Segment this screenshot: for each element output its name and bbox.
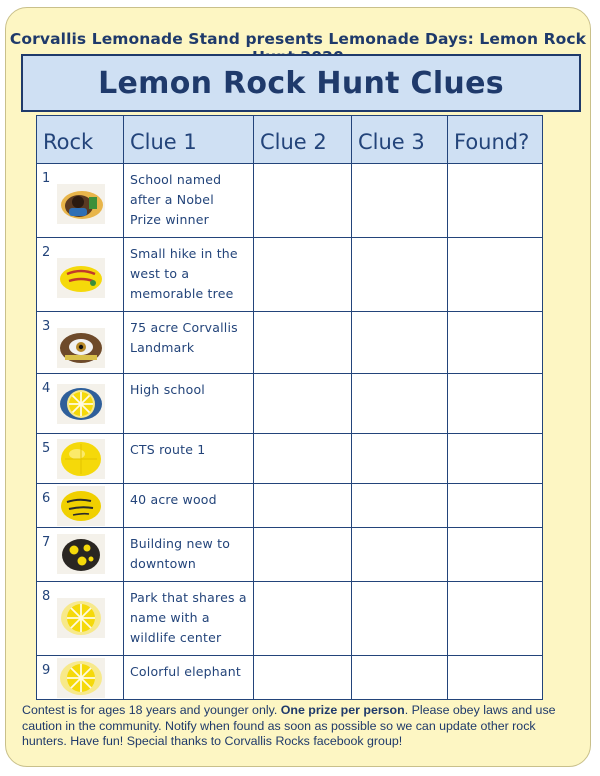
rock-cell	[37, 312, 124, 374]
clues-table	[36, 115, 543, 700]
clue-2-cell[interactable]	[254, 374, 352, 434]
rock-number: 3	[42, 319, 51, 334]
found-cell[interactable]	[448, 582, 543, 656]
table-row	[37, 312, 543, 374]
table-row	[37, 434, 543, 484]
event-header: Corvallis Lemonade Stand presents Lemonade Days: Lemon Rock	[9, 30, 587, 48]
rock-cell	[37, 582, 124, 656]
column-header-found: Found?	[448, 116, 543, 164]
dark-rock-icon	[57, 534, 105, 574]
yellow-rock-icon	[57, 439, 105, 479]
clue-2-cell[interactable]	[254, 582, 352, 656]
clue-3-cell[interactable]	[352, 238, 448, 312]
lemon-rock-icon	[57, 258, 105, 298]
rock-number: 4	[42, 381, 51, 396]
lemonade-day-rock-icon	[57, 486, 105, 526]
clue-3-cell[interactable]	[352, 312, 448, 374]
footer-text-1: Contest is for ages 18 years and younger only.	[22, 703, 281, 717]
clue-2-cell[interactable]	[254, 434, 352, 484]
page-title: Lemon Rock Hunt Clues	[98, 65, 504, 101]
rock-cell	[37, 434, 124, 484]
clue-1-cell: Colorful elephant	[124, 656, 254, 700]
table-row	[37, 484, 543, 528]
clue-3-cell[interactable]	[352, 164, 448, 238]
rock-number: 8	[42, 589, 51, 604]
footer-text-2: . Please obey laws and use caution in the community. Notify when found as soon as possible so we can update other rock hunters. Have fun! Special thanks to Corvallis Rocks facebook group!	[22, 703, 556, 748]
clue-2-cell[interactable]	[254, 312, 352, 374]
clue-1-cell: 75 acre Corvallis Landmark	[124, 312, 254, 374]
clue-3-cell[interactable]	[352, 528, 448, 582]
painted-portrait-rock-icon	[57, 184, 105, 224]
clue-1-cell: School named after a Nobel Prize winner	[124, 164, 254, 238]
table-header-row	[37, 116, 543, 164]
table-row	[37, 656, 543, 700]
table-row	[37, 528, 543, 582]
found-cell[interactable]	[448, 164, 543, 238]
column-header-clue-2: Clue 2	[254, 116, 352, 164]
found-cell[interactable]	[448, 484, 543, 528]
table-row	[37, 164, 543, 238]
rock-number: 9	[42, 663, 51, 678]
found-cell[interactable]	[448, 312, 543, 374]
rock-cell	[37, 374, 124, 434]
footer-notice	[22, 703, 570, 750]
column-header-clue-3: Clue 3	[352, 116, 448, 164]
clue-1-cell: Park that shares a name with a wildlife center	[124, 582, 254, 656]
clue-1-cell: Building new to downtown	[124, 528, 254, 582]
clue-2-cell[interactable]	[254, 238, 352, 312]
clue-1-cell: 40 acre wood	[124, 484, 254, 528]
found-cell[interactable]	[448, 528, 543, 582]
eye-rock-icon	[57, 328, 105, 368]
clue-2-cell[interactable]	[254, 484, 352, 528]
rock-number: 2	[42, 245, 51, 260]
column-header-clue-1: Clue 1	[124, 116, 254, 164]
rock-cell	[37, 164, 124, 238]
rock-number: 6	[42, 491, 51, 506]
clue-2-cell[interactable]	[254, 164, 352, 238]
clue-1-cell: CTS route 1	[124, 434, 254, 484]
footer-bold-text: One prize per person	[280, 703, 405, 717]
clue-3-cell[interactable]	[352, 656, 448, 700]
rock-number: 7	[42, 535, 51, 550]
table-row	[37, 582, 543, 656]
clue-2-cell[interactable]	[254, 656, 352, 700]
rock-number: 1	[42, 171, 51, 186]
clue-3-cell[interactable]	[352, 434, 448, 484]
clue-3-cell[interactable]	[352, 582, 448, 656]
rock-cell	[37, 528, 124, 582]
rock-cell	[37, 238, 124, 312]
found-cell[interactable]	[448, 434, 543, 484]
clue-3-cell[interactable]	[352, 484, 448, 528]
rock-cell	[37, 484, 124, 528]
clue-1-cell: High school	[124, 374, 254, 434]
lemon-slice-rock-icon	[57, 384, 105, 424]
rock-cell	[37, 656, 124, 700]
clue-2-cell[interactable]	[254, 528, 352, 582]
found-cell[interactable]	[448, 374, 543, 434]
rock-number: 5	[42, 441, 51, 456]
title-banner	[21, 54, 581, 112]
found-cell[interactable]	[448, 238, 543, 312]
clue-1-cell: Small hike in the west to a memorable tree	[124, 238, 254, 312]
clue-3-cell[interactable]	[352, 374, 448, 434]
table-row	[37, 374, 543, 434]
lemon-slice-rock-icon	[57, 658, 105, 698]
lemon-slice-rock-icon	[57, 598, 105, 638]
column-header-rock: Rock	[37, 116, 124, 164]
found-cell[interactable]	[448, 656, 543, 700]
table-row	[37, 238, 543, 312]
